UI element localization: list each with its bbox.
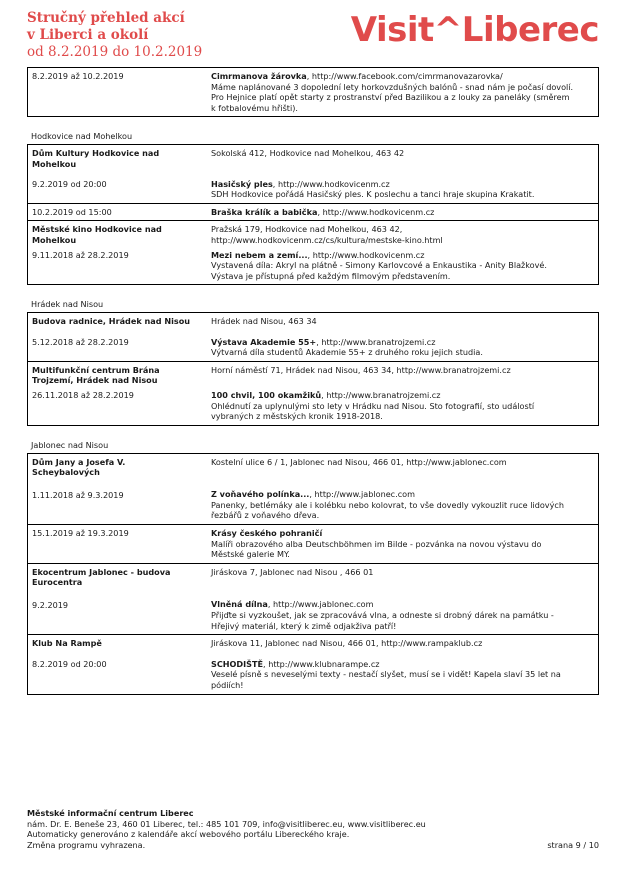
venue-name: Mohelkou	[32, 234, 77, 245]
event-row	[28, 524, 598, 563]
event-name: Výstava Akademie 55+	[211, 336, 317, 347]
section-table	[27, 144, 599, 285]
event-name: Mezi nebem a zemí...	[211, 249, 308, 260]
event-name: Z voňavého polínka...	[211, 489, 310, 500]
venue-address: Jiráskova 7, Jablonec nad Nisou , 466 01	[211, 566, 374, 577]
venue-details	[209, 221, 598, 284]
section-table	[27, 453, 599, 695]
event-details	[209, 525, 598, 563]
venue-row	[28, 145, 598, 203]
event-name: Cimrmanova žárovka	[211, 71, 307, 81]
event-description: Přijďte si vyzkoušet, jak se zpracovává vlna, a odneste si drobný dárek na památku -	[211, 610, 554, 620]
page-footer	[27, 808, 599, 850]
venue-details	[209, 313, 598, 361]
event-date: 9.2.2019 od 20:00	[32, 179, 107, 190]
venue-block	[28, 564, 209, 634]
event-date: 26.11.2018 až 28.2.2019	[32, 389, 134, 400]
event-row	[28, 68, 598, 116]
venue-name: Trojzemí, Hrádek nad Nisou	[32, 375, 158, 386]
venue-row	[28, 634, 598, 693]
event-date: 8.2.2019 až 10.2.2019	[32, 71, 124, 81]
section-title: Hodkovice nad Mohelkou	[31, 131, 133, 142]
event-description: SDH Hodkovice pořádá Hasičský ples. K poslechu a tanci hraje skupina Krakatit.	[211, 189, 535, 200]
footer-generated: Automaticky generováno z kalendáře akcí webového portálu Libereckého kraje.	[27, 829, 350, 840]
venue-name: Budova radnice, Hrádek nad Nisou	[32, 315, 191, 326]
venue-address: Kostelní ulice 6 / 1, Jablonec nad Nisou, 466 01, http://www.jablonec.com	[211, 456, 507, 467]
event-description: Výstava je přístupná před každým filmovým představením.	[211, 270, 451, 281]
venue-details	[209, 362, 598, 425]
event-date: 9.2.2019	[32, 600, 69, 610]
venue-block	[28, 221, 209, 284]
event-description: Výtvarná díla studentů Akademie 55+ z druhého roku jejich studia.	[211, 347, 483, 358]
footer-address: nám. Dr. E. Beneše 23, 460 01 Liberec, tel.: 485 101 709, info@visitliberec.eu, www.visitliberec.eu	[27, 818, 426, 829]
event-description: Městské galerie MY.	[211, 549, 290, 560]
title-line-1: Stručný přehled akcí	[27, 10, 185, 26]
venue-name: Klub Na Rampě	[32, 638, 102, 649]
venue-block	[28, 313, 209, 361]
venue-name: Dům Jany a Josefa V.	[32, 456, 126, 467]
event-name: Braška králík a babička	[211, 206, 318, 217]
venue-block	[28, 145, 209, 203]
event-name: SCHODIŠTĚ	[211, 658, 264, 669]
venue-url[interactable]: http://www.hodkovicenm.cz/cs/kultura/mestske-kino.html	[211, 234, 443, 245]
venue-name: Městské kino Hodkovice nad	[32, 224, 162, 235]
event-url[interactable]: , http://www.klubnarampe.cz	[263, 658, 380, 669]
footer-notice: Změna programu vyhrazena.	[27, 839, 146, 850]
events-content	[27, 67, 599, 695]
venue-block	[28, 362, 209, 425]
venue-name: Multifunkční centrum Brána	[32, 364, 160, 375]
venue-details	[209, 145, 598, 203]
event-description: Máme naplánované 3 dopolední lety horkovzdušných balónů - snad nám je počasí dovolí.	[211, 81, 574, 92]
venue-name: Eurocentra	[32, 577, 83, 588]
event-description: Ohlédnutí za uplynulými sto lety v Hrádku nad Nisou. Sto fotografií, sto událostí	[211, 400, 535, 411]
event-url[interactable]: , http://www.hodkovicenm.cz	[272, 178, 390, 189]
event-description: vybraných z městských kronik 1918-2018.	[211, 411, 383, 422]
venue-block	[28, 635, 209, 693]
footer-org: Městské informační centrum Liberec	[27, 808, 194, 818]
event-url[interactable]: , http://www.jablonec.com	[267, 599, 374, 610]
event-name: Vlněná dílna	[211, 599, 268, 610]
event-date: 8.2.2019 od 20:00	[32, 658, 107, 669]
venue-name: Scheybalových	[32, 467, 100, 478]
event-description: Panenky, betlémáky ale i kolébku nebo kolovrat, to vše dovedly vykouzlit ruce lidových	[211, 499, 564, 510]
venue-row	[28, 313, 598, 361]
event-name: Krásy českého pohraničí	[211, 528, 323, 539]
event-description: Malíři obrazového alba Deutschböhmen im Bilde - pozvánka na novou výstavu do	[211, 538, 542, 549]
section-title: Jablonec nad Nisou	[31, 440, 109, 451]
event-description: Vystavená díla: Akryl na plátně - Simony Karlovcové a Enkaustika - Anity Blažkové.	[211, 260, 547, 271]
event-description: řezbářů z voňavého dřeva.	[211, 510, 320, 521]
venue-address: Hrádek nad Nisou, 463 34	[211, 315, 317, 326]
section-title: Hrádek nad Nisou	[31, 299, 104, 310]
title-line-2: v Liberci a okolí	[27, 27, 149, 43]
event-description: Pro Hejnice platí opět starty z prostranství před Bazilikou a z louky za paneláky (směrem	[211, 92, 570, 103]
venue-row	[28, 563, 598, 634]
venue-row	[28, 361, 598, 425]
event-description: Hřejivý materiál, který k zimě odjakživa patří!	[211, 620, 397, 631]
venue-row	[28, 220, 598, 284]
venue-name: Mohelkou	[32, 158, 77, 169]
page-number: strana 9 / 10	[547, 839, 599, 850]
event-date: 15.1.2019 až 19.3.2019	[32, 528, 129, 539]
venue-address[interactable]: Jiráskova 11, Jablonec nad Nisou, 466 01, http://www.rampaklub.cz	[211, 638, 483, 649]
venue-block	[28, 454, 209, 524]
event-name: Hasičský ples	[211, 178, 273, 189]
venue-details	[209, 454, 598, 524]
event-url[interactable]: , http://www.hodkovicenm.cz	[307, 249, 425, 260]
event-url[interactable]: , http://www.hodkovicenm.cz	[317, 206, 435, 217]
venue-address: Horní náměstí 71, Hrádek nad Nisou, 463 34, http://www.branatrojzemi.cz	[211, 364, 511, 375]
venue-name: Dům Kultury Hodkovice nad	[32, 147, 160, 158]
event-details	[209, 68, 598, 116]
event-url[interactable]: , http://www.jablonec.com	[309, 489, 415, 500]
venue-details	[209, 635, 598, 693]
visit-liberec-logo: Visit^Liberec	[350, 10, 599, 50]
venue-address: Pražská 179, Hodkovice nad Mohelkou, 463 42,	[211, 224, 403, 235]
continued-table	[27, 67, 599, 117]
event-row	[28, 203, 598, 221]
date-range: od 8.2.2019 do 10.2.2019	[27, 44, 203, 60]
event-url[interactable]: , http://www.branatrojzemi.cz	[316, 336, 436, 347]
event-date: 1.11.2018 až 9.3.2019	[32, 489, 124, 500]
event-date: 9.11.2018 až 28.2.2019	[32, 249, 129, 260]
venue-row	[28, 454, 598, 524]
page-header	[27, 10, 599, 66]
event-description: k fotbalovému hřišti).	[211, 102, 298, 113]
venue-address: Sokolská 412, Hodkovice nad Mohelkou, 463 42	[211, 147, 405, 158]
venue-name: Ekocentrum Jablonec - budova	[32, 566, 171, 577]
event-url[interactable]: , http://www.facebook.com/cimrmanovazarovka/	[306, 71, 503, 81]
event-description: pódiích!	[211, 679, 244, 690]
event-date: 10.2.2019 od 15:00	[32, 206, 112, 217]
event-date: 5.12.2018 až 28.2.2019	[32, 336, 129, 347]
event-url[interactable]: , http://www.branatrojzemi.cz	[321, 390, 441, 401]
section-table	[27, 312, 599, 426]
venue-details	[209, 564, 598, 634]
event-description: Veselé písně s neveselými texty - nestačí slyšet, musí se i vidět! Kapela slaví 35 let na	[211, 669, 561, 680]
event-name: 100 chvil, 100 okamžiků	[211, 390, 322, 401]
